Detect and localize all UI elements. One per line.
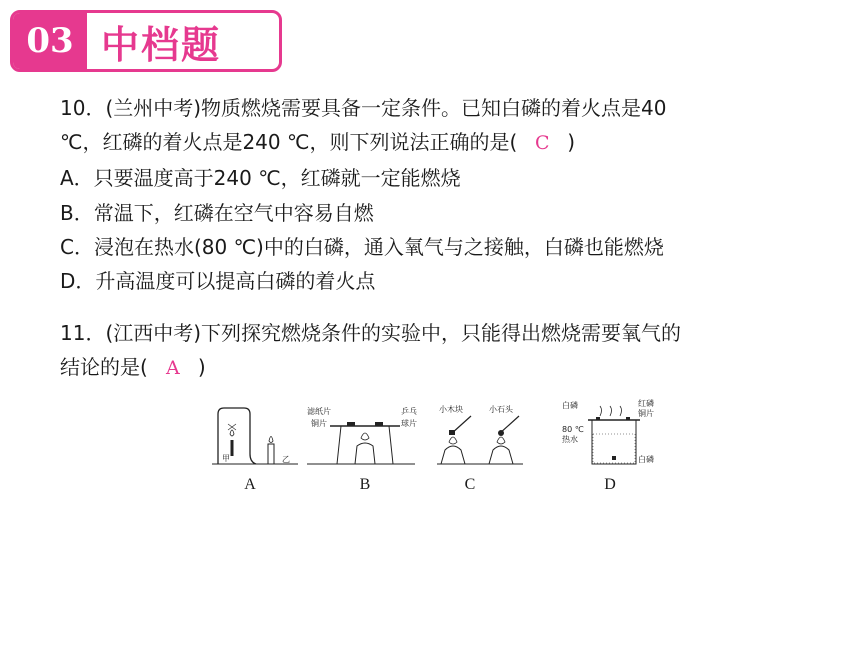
q10-answer: C — [534, 132, 550, 154]
figure-c-caption: C — [464, 476, 476, 493]
section-number: 03 — [13, 13, 87, 69]
q10-option-c: C．浸泡在热水(80 ℃)中的白磷，通入氧气与之接触，白磷也能燃烧 — [60, 235, 664, 259]
figure-c — [435, 402, 525, 466]
figure-b-label-qiupian: 球片 — [401, 419, 417, 428]
q11-line1: 11．(江西中考)下列探究燃烧条件的实验中，只能得出燃烧需要氧气的 — [60, 321, 682, 345]
figure-d-label-temp: 80 ℃ — [562, 425, 584, 434]
figure-a-caption: A — [244, 476, 256, 493]
q10-option-a: A．只要温度高于240 ℃，红磷就一定能燃烧 — [60, 166, 461, 190]
figure-b-label-lvzhi: 滤纸片 — [307, 407, 331, 416]
q11-stem-end: 结论的是( — [60, 355, 148, 379]
q11-line2 — [60, 353, 206, 382]
figure-b-caption: B — [359, 476, 371, 493]
experiment-figures — [200, 396, 680, 496]
figure-d-label-tongpian: 铜片 — [638, 409, 654, 418]
figure-a-label-yi: 乙 — [282, 455, 290, 464]
figure-d — [560, 398, 670, 468]
q10-paren: ) — [567, 130, 576, 154]
figure-d-label-baiLin-top: 白磷 — [562, 401, 578, 410]
section-header — [10, 10, 282, 72]
section-title: 中档题 — [101, 22, 222, 67]
figure-b-label-tongpian: 铜片 — [311, 419, 327, 428]
figure-b-label-pingpang: 乒乓 — [401, 407, 417, 416]
figure-a — [210, 404, 300, 466]
q10-line2 — [60, 128, 575, 157]
q10-line1: 10．(兰州中考)物质燃烧需要具备一定条件。已知白磷的着火点是40 — [60, 96, 667, 120]
figure-d-label-reshui: 热水 — [562, 435, 578, 444]
figure-d-label-baiLin-bottom: 白磷 — [638, 455, 654, 464]
figure-a-label-jia: 甲 — [222, 454, 230, 463]
q10-stem-end: ℃，红磷的着火点是240 ℃，则下列说法正确的是( — [60, 130, 518, 154]
figure-d-caption: D — [604, 476, 616, 493]
figure-c-label-stone: 小石头 — [489, 405, 513, 414]
q11-answer: A — [165, 357, 180, 379]
q10-option-d: D．升高温度可以提高白磷的着火点 — [60, 269, 376, 293]
figure-d-label-hongLin: 红磷 — [638, 399, 654, 408]
q11-paren: ) — [197, 355, 206, 379]
figure-c-label-wood: 小木块 — [439, 405, 463, 414]
q10-option-b: B．常温下，红磷在空气中容易自燃 — [60, 201, 374, 225]
figure-b — [305, 404, 420, 466]
